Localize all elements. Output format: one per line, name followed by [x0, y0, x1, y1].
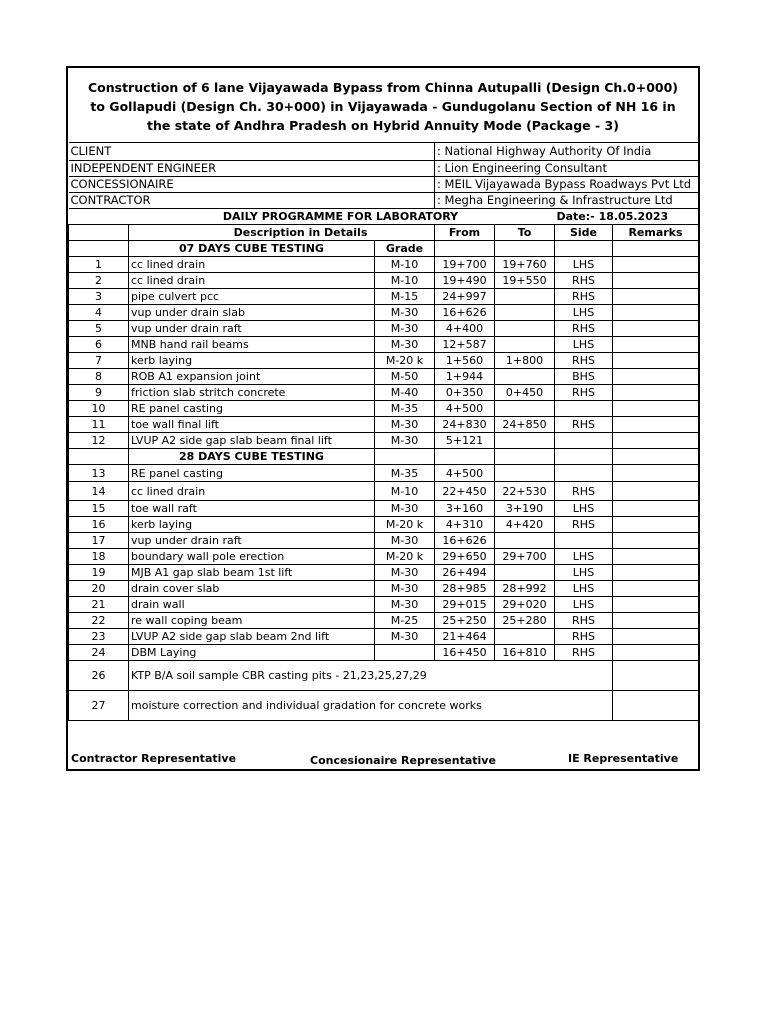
info-row-client [69, 143, 699, 161]
cell-side: BHS [555, 369, 613, 385]
cell-no: 3 [69, 289, 129, 305]
cell-to: 24+850 [495, 417, 555, 433]
cell-desc: vup under drain raft [129, 533, 375, 549]
cell-to [495, 321, 555, 337]
ie-signature: IE Representative [568, 752, 679, 765]
cell-to: 19+760 [495, 257, 555, 273]
cell-remarks [613, 465, 699, 482]
cell-remarks [613, 597, 699, 613]
cell-from: 24+997 [435, 289, 495, 305]
cell-from: 21+464 [435, 629, 495, 645]
table-row [69, 549, 699, 565]
table-row [69, 369, 699, 385]
cell-to: 25+280 [495, 613, 555, 629]
cell-no: 2 [69, 273, 129, 289]
cell-no: 9 [69, 385, 129, 401]
cell-desc: moisture correction and individual gradation for concrete works [129, 691, 613, 721]
cell-to: 29+700 [495, 549, 555, 565]
cell-grade: M-35 [375, 465, 435, 482]
cell-remarks [613, 433, 699, 449]
cell-side: RHS [555, 629, 613, 645]
cell-grade: M-30 [375, 417, 435, 433]
cell-grade: M-35 [375, 401, 435, 417]
cell-no: 20 [69, 581, 129, 597]
section-title: 07 DAYS CUBE TESTING [129, 241, 375, 257]
cell-desc: toe wall raft [129, 501, 375, 517]
cell-to [495, 305, 555, 321]
info-row-engineer [69, 161, 699, 177]
section-title: 28 DAYS CUBE TESTING [129, 449, 375, 465]
cell-remarks [613, 691, 699, 721]
cell-from: 29+650 [435, 549, 495, 565]
cell-desc: drain wall [129, 597, 375, 613]
cell-grade: M-30 [375, 433, 435, 449]
cell-from: 25+250 [435, 613, 495, 629]
table-row [69, 533, 699, 549]
cell-side [555, 433, 613, 449]
table-row [69, 289, 699, 305]
info-value: : Lion Engineering Consultant [435, 161, 699, 177]
table-row [69, 565, 699, 581]
cell-to [495, 565, 555, 581]
cell-to [495, 289, 555, 305]
cell-grade: M-20 k [375, 353, 435, 369]
cell-desc: boundary wall pole erection [129, 549, 375, 565]
cell-grade: M-30 [375, 533, 435, 549]
cell-remarks [613, 289, 699, 305]
cell-to [495, 401, 555, 417]
cell-to [495, 337, 555, 353]
cell-remarks [613, 401, 699, 417]
cell-remarks [613, 549, 699, 565]
cell-side: RHS [555, 517, 613, 533]
cell-grade [375, 645, 435, 661]
cell-desc: vup under drain slab [129, 305, 375, 321]
cell-grade: M-20 k [375, 549, 435, 565]
cell-from: 12+587 [435, 337, 495, 353]
cell-side [555, 533, 613, 549]
cell-desc: MNB hand rail beams [129, 337, 375, 353]
cell-from: 4+500 [435, 401, 495, 417]
cell-remarks [613, 385, 699, 401]
table-row [69, 581, 699, 597]
cell-to: 0+450 [495, 385, 555, 401]
cell-grade: M-10 [375, 273, 435, 289]
cell-grade: M-30 [375, 501, 435, 517]
cell-side: RHS [555, 273, 613, 289]
cell-to: 29+020 [495, 597, 555, 613]
info-label: CONTRACTOR [69, 193, 435, 209]
cell-from: 22+450 [435, 482, 495, 501]
info-row-contractor [69, 193, 699, 209]
cell-no: 10 [69, 401, 129, 417]
header-remarks: Remarks [613, 225, 699, 241]
cell-from: 16+626 [435, 533, 495, 549]
cell-grade: M-10 [375, 257, 435, 273]
cell-no: 12 [69, 433, 129, 449]
cell-side: LHS [555, 501, 613, 517]
programme-title-row [69, 209, 699, 225]
cell-to: 16+810 [495, 645, 555, 661]
info-row-concessionaire [69, 177, 699, 193]
title-line: to Gollapudi (Design Ch. 30+000) in Vijayawada - Gundugolanu Section of NH 16 in [90, 99, 676, 114]
table-row [69, 465, 699, 482]
cell-desc: re wall coping beam [129, 613, 375, 629]
cell-desc: cc lined drain [129, 257, 375, 273]
cell-desc: ROB A1 expansion joint [129, 369, 375, 385]
cell-from: 19+490 [435, 273, 495, 289]
cell-to: 22+530 [495, 482, 555, 501]
cell-side: RHS [555, 613, 613, 629]
table-row [69, 321, 699, 337]
cell-remarks [613, 629, 699, 645]
cell-no: 13 [69, 465, 129, 482]
cell-remarks [613, 517, 699, 533]
cell-from: 16+626 [435, 305, 495, 321]
cell-side: RHS [555, 645, 613, 661]
cell-no: 21 [69, 597, 129, 613]
cell-grade: M-10 [375, 482, 435, 501]
cell-from: 4+500 [435, 465, 495, 482]
cell-side: RHS [555, 385, 613, 401]
cell-grade: M-30 [375, 629, 435, 645]
cell-desc: DBM Laying [129, 645, 375, 661]
cell-from: 0+350 [435, 385, 495, 401]
cell-to: 19+550 [495, 273, 555, 289]
table-row [69, 385, 699, 401]
cell-from: 24+830 [435, 417, 495, 433]
cell-from: 16+450 [435, 645, 495, 661]
info-label: CONCESSIONAIRE [69, 177, 435, 193]
cell-grade: M-20 k [375, 517, 435, 533]
cell-to [495, 433, 555, 449]
cell-grade: M-15 [375, 289, 435, 305]
table-row [69, 645, 699, 661]
cell-remarks [613, 661, 699, 691]
cell-remarks [613, 305, 699, 321]
cell-from: 4+310 [435, 517, 495, 533]
cell-side: RHS [555, 321, 613, 337]
cell-remarks [613, 613, 699, 629]
header-from: From [435, 225, 495, 241]
table-row [69, 257, 699, 273]
header-grade: Grade [375, 241, 435, 257]
cell-side: LHS [555, 581, 613, 597]
cell-side: LHS [555, 565, 613, 581]
cell-side: RHS [555, 482, 613, 501]
programme-date: Date:- 18.05.2023 [556, 210, 669, 223]
cell-remarks [613, 369, 699, 385]
info-value: : Megha Engineering & Infrastructure Ltd [435, 193, 699, 209]
cell-no: 7 [69, 353, 129, 369]
cell-from: 1+560 [435, 353, 495, 369]
cell-desc: drain cover slab [129, 581, 375, 597]
cell-desc: vup under drain raft [129, 321, 375, 337]
cell-no: 4 [69, 305, 129, 321]
cell-remarks [613, 645, 699, 661]
cell-from: 5+121 [435, 433, 495, 449]
cell-no: 22 [69, 613, 129, 629]
cell-desc: friction slab stritch concrete [129, 385, 375, 401]
cell-to: 4+420 [495, 517, 555, 533]
info-label: INDEPENDENT ENGINEER [69, 161, 435, 177]
cell-no: 27 [69, 691, 129, 721]
cell-side: LHS [555, 337, 613, 353]
header-side: Side [555, 225, 613, 241]
cell-side: LHS [555, 549, 613, 565]
section-28-days [69, 449, 699, 465]
cell-desc: KTP B/A soil sample CBR casting pits - 21,23,25,27,29 [129, 661, 613, 691]
cell-desc: kerb laying [129, 517, 375, 533]
table-row [69, 353, 699, 369]
cell-from: 28+985 [435, 581, 495, 597]
cell-side [555, 465, 613, 482]
programme-sheet [66, 66, 700, 771]
cell-grade: M-40 [375, 385, 435, 401]
cell-to: 28+992 [495, 581, 555, 597]
contractor-signature: Contractor Representative [71, 752, 237, 765]
cell-no: 18 [69, 549, 129, 565]
table-row [69, 661, 699, 691]
cell-no: 17 [69, 533, 129, 549]
cell-remarks [613, 353, 699, 369]
cell-no: 15 [69, 501, 129, 517]
table-row [69, 482, 699, 501]
programme-title: DAILY PROGRAMME FOR LABORATORY [222, 210, 459, 223]
cell-remarks [613, 533, 699, 549]
cell-to [495, 629, 555, 645]
cell-desc: LVUP A2 side gap slab beam final lift [129, 433, 375, 449]
cell-from: 19+700 [435, 257, 495, 273]
cell-side: LHS [555, 597, 613, 613]
cell-desc: cc lined drain [129, 482, 375, 501]
concessionaire-signature: Concesionaire Representative [310, 754, 496, 767]
cell-desc: RE panel casting [129, 465, 375, 482]
table-row [69, 501, 699, 517]
project-title [68, 78, 698, 135]
cell-grade: M-30 [375, 565, 435, 581]
cell-remarks [613, 257, 699, 273]
cell-remarks [613, 337, 699, 353]
cell-no: 5 [69, 321, 129, 337]
cell-from: 26+494 [435, 565, 495, 581]
programme-table [68, 142, 699, 721]
title-line: Construction of 6 lane Vijayawada Bypass from Chinna Autupalli (Design Ch.0+000) [87, 80, 679, 95]
cell-grade: M-25 [375, 613, 435, 629]
cell-from: 1+944 [435, 369, 495, 385]
table-row [69, 305, 699, 321]
cell-remarks [613, 501, 699, 517]
cell-remarks [613, 417, 699, 433]
cell-grade: M-30 [375, 597, 435, 613]
cell-desc: pipe culvert pcc [129, 289, 375, 305]
title-line: the state of Andhra Pradesh on Hybrid Annuity Mode (Package - 3) [147, 118, 619, 133]
cell-side: RHS [555, 353, 613, 369]
cell-from: 4+400 [435, 321, 495, 337]
cell-grade: M-30 [375, 305, 435, 321]
cell-to: 1+800 [495, 353, 555, 369]
cell-no: 19 [69, 565, 129, 581]
table-row [69, 613, 699, 629]
section-07-days [69, 241, 699, 257]
cell-desc: MJB A1 gap slab beam 1st lift [129, 565, 375, 581]
cell-remarks [613, 565, 699, 581]
info-label: CLIENT [69, 143, 435, 161]
table-row [69, 433, 699, 449]
table-row [69, 691, 699, 721]
cell-from: 29+015 [435, 597, 495, 613]
table-row [69, 337, 699, 353]
cell-desc: LVUP A2 side gap slab beam 2nd lift [129, 629, 375, 645]
table-row [69, 273, 699, 289]
cell-to [495, 465, 555, 482]
cell-to [495, 369, 555, 385]
table-row [69, 517, 699, 533]
info-value: : National Highway Authority Of India [435, 143, 699, 161]
cell-side: LHS [555, 305, 613, 321]
cell-grade: M-30 [375, 581, 435, 597]
cell-desc: cc lined drain [129, 273, 375, 289]
cell-remarks [613, 321, 699, 337]
table-row [69, 597, 699, 613]
info-value: : MEIL Vijayawada Bypass Roadways Pvt Ltd [435, 177, 699, 193]
table-row [69, 401, 699, 417]
header-to: To [495, 225, 555, 241]
cell-from: 3+160 [435, 501, 495, 517]
cell-side: RHS [555, 417, 613, 433]
cell-no: 14 [69, 482, 129, 501]
cell-no: 8 [69, 369, 129, 385]
cell-desc: kerb laying [129, 353, 375, 369]
table-row [69, 417, 699, 433]
cell-to: 3+190 [495, 501, 555, 517]
cell-side: LHS [555, 257, 613, 273]
cell-no: 23 [69, 629, 129, 645]
cell-side: RHS [555, 289, 613, 305]
cell-grade: M-30 [375, 321, 435, 337]
table-row [69, 629, 699, 645]
cell-desc: RE panel casting [129, 401, 375, 417]
cell-side [555, 401, 613, 417]
cell-no: 11 [69, 417, 129, 433]
cell-to [495, 533, 555, 549]
cell-no: 24 [69, 645, 129, 661]
cell-desc: toe wall final lift [129, 417, 375, 433]
cell-no: 6 [69, 337, 129, 353]
cell-no: 26 [69, 661, 129, 691]
cell-remarks [613, 581, 699, 597]
cell-grade: M-30 [375, 337, 435, 353]
cell-remarks [613, 482, 699, 501]
header-description: Description in Details [129, 225, 435, 241]
cell-grade: M-50 [375, 369, 435, 385]
header-row [69, 225, 699, 241]
cell-no: 1 [69, 257, 129, 273]
cell-no: 16 [69, 517, 129, 533]
cell-remarks [613, 273, 699, 289]
